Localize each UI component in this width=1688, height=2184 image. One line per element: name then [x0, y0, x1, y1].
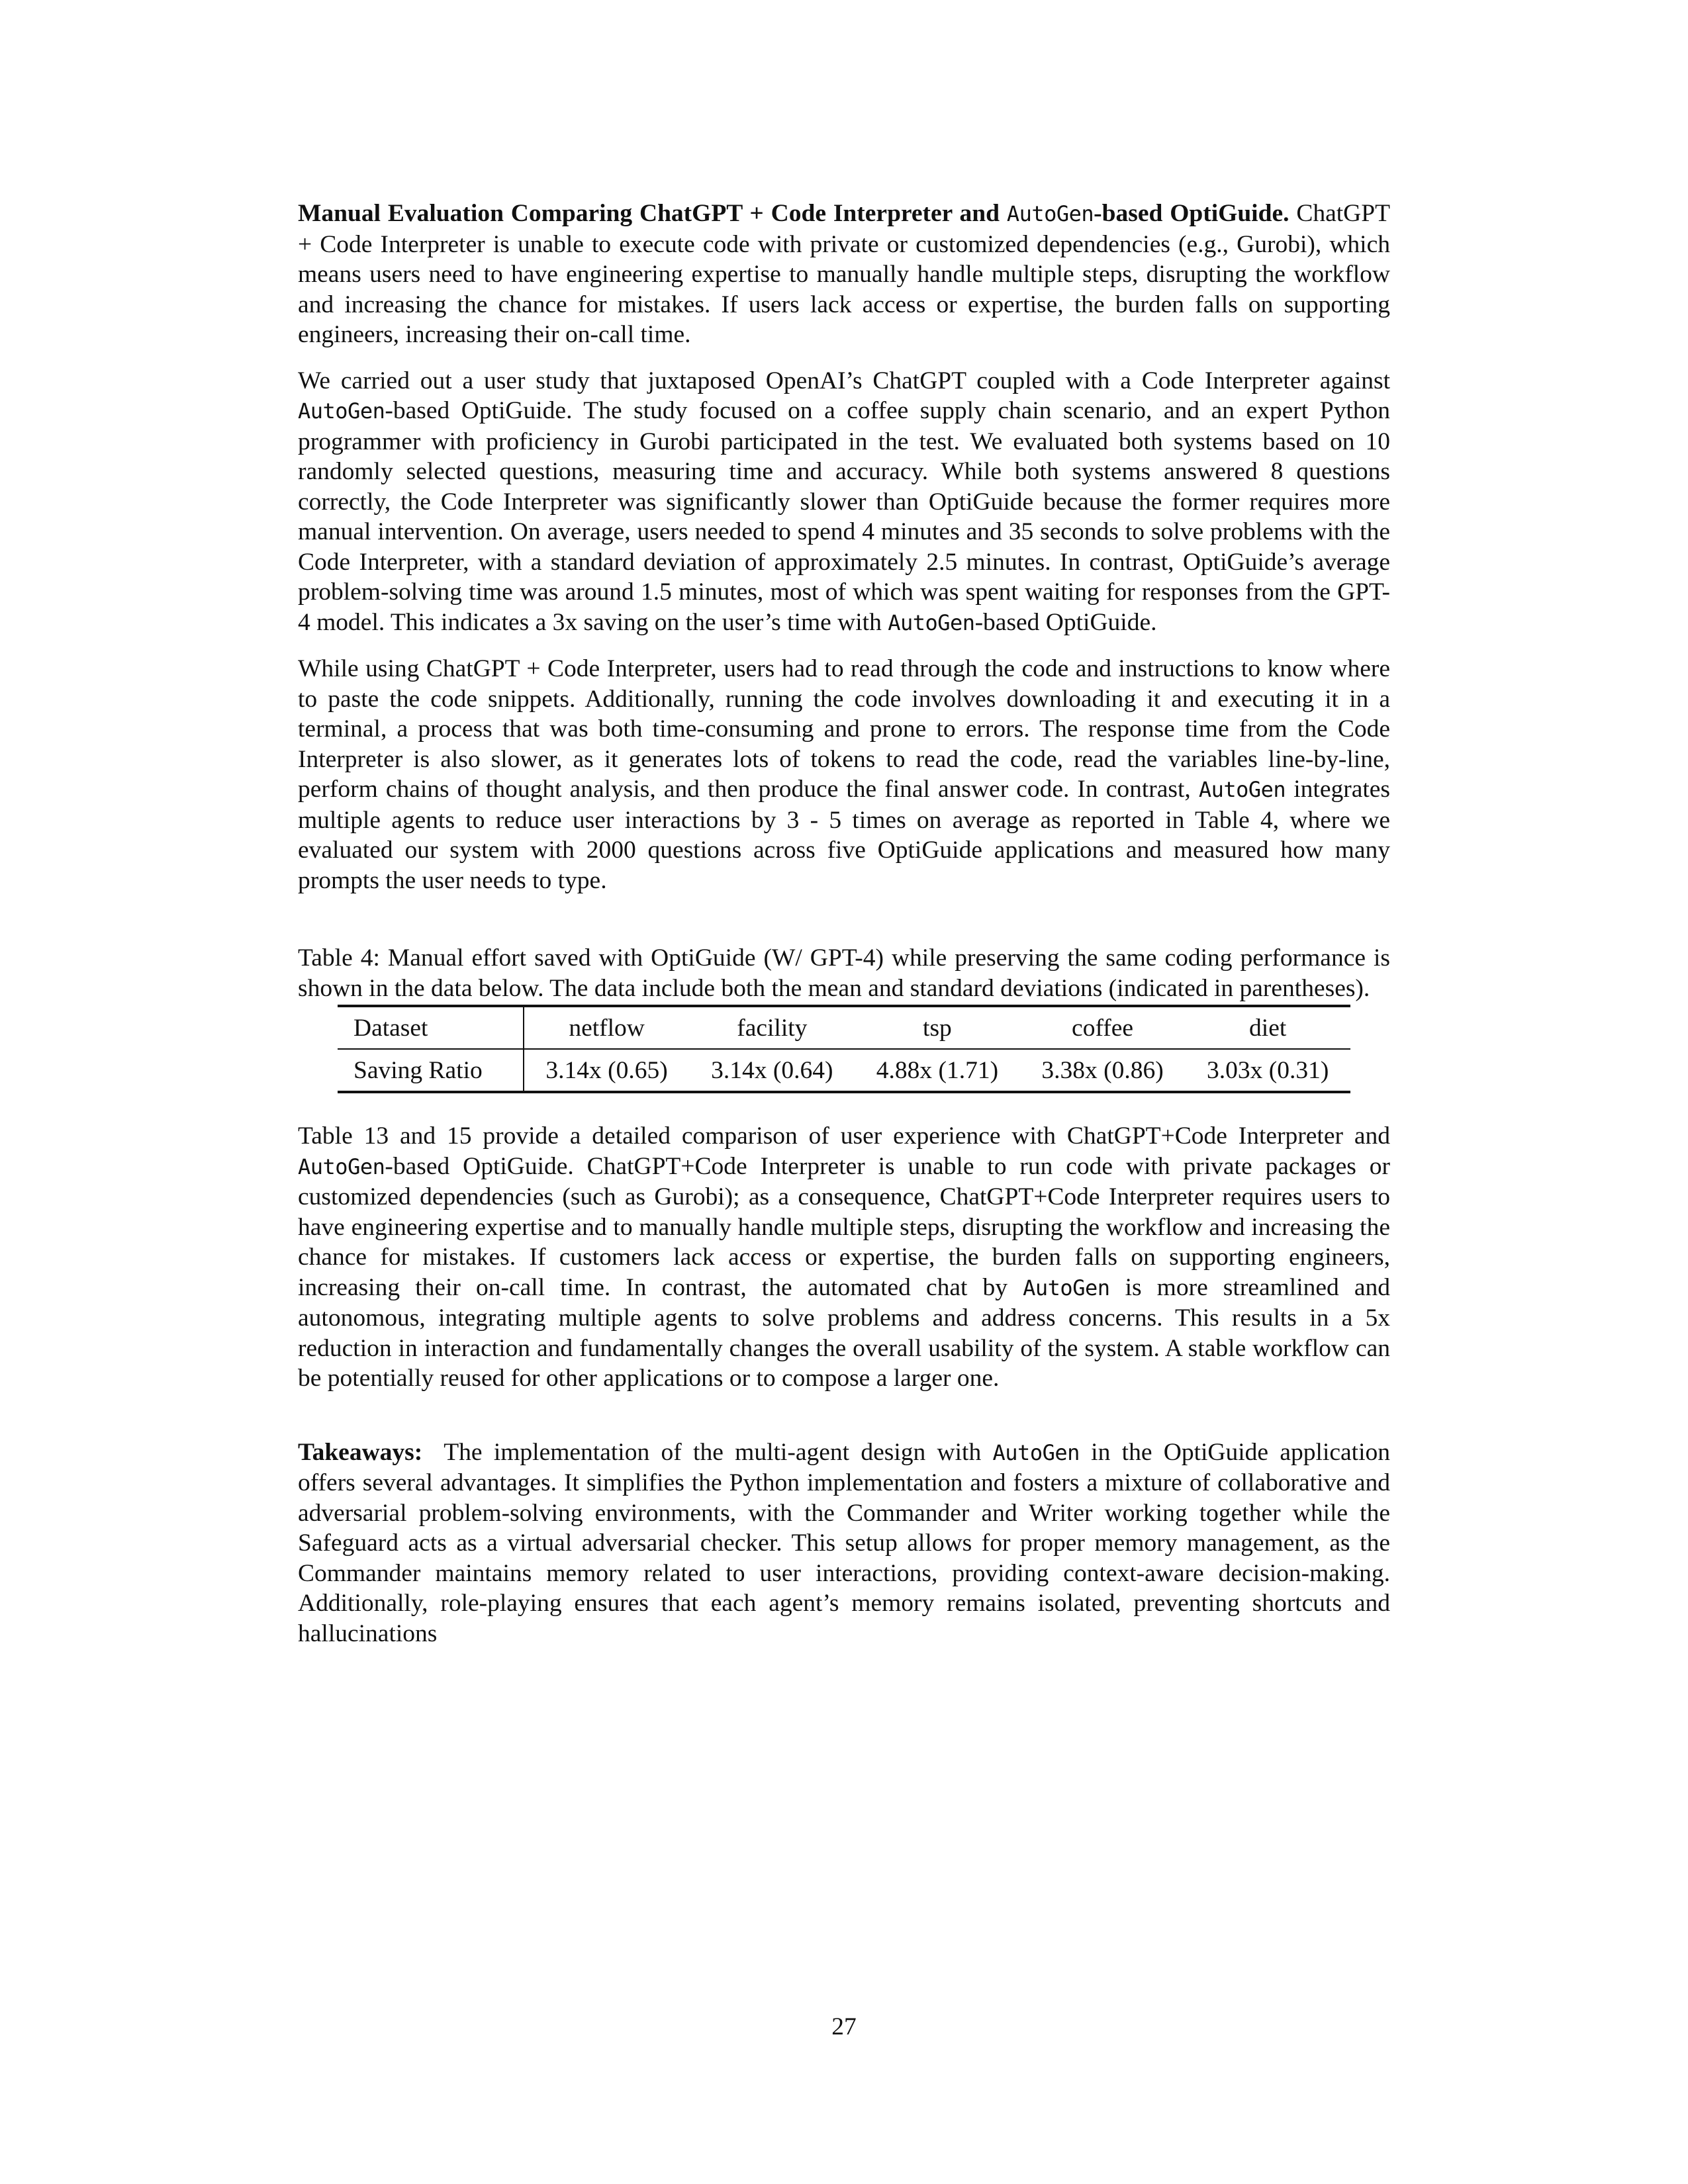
page-number: 27 [831, 2013, 857, 2040]
heading-text-part2: -based OptiGuide. [1094, 200, 1289, 227]
table-header-diet: diet [1249, 1015, 1287, 1042]
heading-code-autogen: AutoGen [1006, 201, 1094, 226]
paragraph2-code-2: AutoGen [888, 610, 975, 635]
table-row-label: Saving Ratio [338, 1049, 524, 1092]
spacer [298, 911, 1390, 943]
table-cell-coffee: 3.38x (0.86) [1041, 1057, 1164, 1084]
table-header-facility: facility [737, 1015, 808, 1042]
heading-text-part1: Manual Evaluation Comparing ChatGPT + Code Interpreter and [298, 200, 1007, 227]
paragraph4-text-2: -based OptiGuide. ChatGPT+Code Interpreter is unable to run code with private packages or customized dependencies (such as Gurobi); as a consequence, ChatGPT+Code Interpreter requires users to have engineering expertise and to manually handle multiple steps, disrupting the workflow and increasing the chance for mistakes. If customers lack access or expertise, the burden falls on supporting engineers, increasing their on-call time. In contrast, the automated chat by [298, 1152, 1390, 1301]
paragraph4-text-3: is more streamlined and autonomous, integrating multiple agents to solve problems and address concerns. This results in a 5x reduction in interaction and fundamentally changes the overall usability of the system. A stable workflow can be potentially reused for other applications or to compose a larger one. [298, 1273, 1390, 1392]
table4 [338, 1005, 1350, 1093]
table-cell-tsp: 4.88x (1.71) [876, 1057, 999, 1084]
table-header-netflow: netflow [569, 1015, 645, 1042]
paragraph1-text: ChatGPT + Code Interpreter is unable to execute code with private or customized dependencies (e.g., Gurobi), which means users need to have engineering expertise to manually handle multiple steps, disrupting the workflow and increasing the chance for mistakes. If users lack access or expertise, the burden falls on supporting engineers, increasing their on-call time. [298, 200, 1390, 348]
paragraph3-text-2: integrates multiple agents to reduce user interactions by 3 - 5 times on average as reported in Table 4, where we evaluated our system with 2000 questions across five OptiGuide applications and measured how many prompts the user needs to type. [298, 776, 1390, 894]
takeaways-code-1: AutoGen [992, 1439, 1080, 1465]
paragraph-user-experience-comparison [298, 1121, 1390, 1394]
paragraph3-code-1: AutoGen [1198, 777, 1286, 802]
table-header-dataset: Dataset [338, 1006, 524, 1049]
paragraph3-text-1: While using ChatGPT + Code Interpreter, users had to read through the code and instructions to know where to paste the code snippets. Additionally, running the code involves downloading it and executing it in a terminal, a process that was both time-consuming and prone to errors. The response time from the Code Interpreter is also slower, as it generates lots of tokens to read the code, read the variables line-by-line, perform chains of thought analysis, and then produce the final answer code. In contrast, [298, 655, 1390, 803]
table-header-row [338, 1006, 1350, 1049]
paragraph-manual-evaluation [298, 199, 1390, 350]
spacer [298, 1093, 1390, 1121]
paragraph2-code-1: AutoGen [298, 398, 385, 424]
paragraph-code-interpreter-usage [298, 654, 1390, 895]
table-cell-facility: 3.14x (0.64) [711, 1057, 833, 1084]
table-row [338, 1049, 1350, 1092]
table4-wrapper [338, 1005, 1350, 1093]
main-text-column [298, 199, 1390, 1664]
takeaways-text-1: The implementation of the multi-agent design with [444, 1438, 993, 1466]
paragraph-takeaways [298, 1437, 1390, 1649]
table-cell-diet: 3.03x (0.31) [1206, 1057, 1329, 1084]
table-header-coffee: coffee [1072, 1015, 1134, 1042]
takeaways-text-2: in the OptiGuide application offers several advantages. It simplifies the Python implementation and fosters a mixture of collaborative and adversarial problem-solving environments, with the Commander and Writer working together while the Safeguard acts as a virtual adversarial checker. This setup allows for proper memory management, as the Commander maintains memory related to user interactions, providing context-aware decision-making. Additionally, role-playing ensures that each agent’s memory remains isolated, preventing shortcuts and hallucinations [298, 1438, 1390, 1647]
paragraph-user-study [298, 366, 1390, 639]
table4-caption: Table 4: Manual effort saved with OptiGuide (W/ GPT-4) while preserving the same coding performance is shown in the data below. The data include both the mean and standard deviations (indicated in parentheses). [298, 944, 1390, 1002]
paragraph2-text-3: -based OptiGuide. [974, 608, 1157, 636]
paragraph4-code-1: AutoGen [298, 1154, 385, 1179]
paragraph4-code-2: AutoGen [1023, 1275, 1110, 1300]
table-header-tsp: tsp [923, 1015, 952, 1042]
table-cell-netflow: 3.14x (0.65) [545, 1057, 668, 1084]
spacer [298, 1410, 1390, 1437]
section-heading [298, 200, 1289, 227]
paragraph4-text-1: Table 13 and 15 provide a detailed comparison of user experience with ChatGPT+Code Interpreter and [298, 1122, 1390, 1150]
takeaways-label: Takeaways: [298, 1438, 423, 1466]
paragraph2-text-2: -based OptiGuide. The study focused on a coffee supply chain scenario, and an expert Python programmer with proficiency in Gurobi participated in the test. We evaluated both systems based on 10 randomly selected questions, measuring time and accuracy. While both systems answered 8 questions correctly, the Code Interpreter was significantly slower than OptiGuide because the former requires more manual intervention. On average, users needed to spend 4 minutes and 35 seconds to solve problems with the Code Interpreter, with a standard deviation of approximately 2.5 minutes. In contrast, OptiGuide’s average problem-solving time was around 1.5 minutes, most of which was spent waiting for responses from the GPT-4 model. This indicates a 3x saving on the user’s time with [298, 397, 1390, 636]
paragraph2-text-1: We carried out a user study that juxtaposed OpenAI’s ChatGPT coupled with a Code Interpreter against [298, 367, 1390, 394]
